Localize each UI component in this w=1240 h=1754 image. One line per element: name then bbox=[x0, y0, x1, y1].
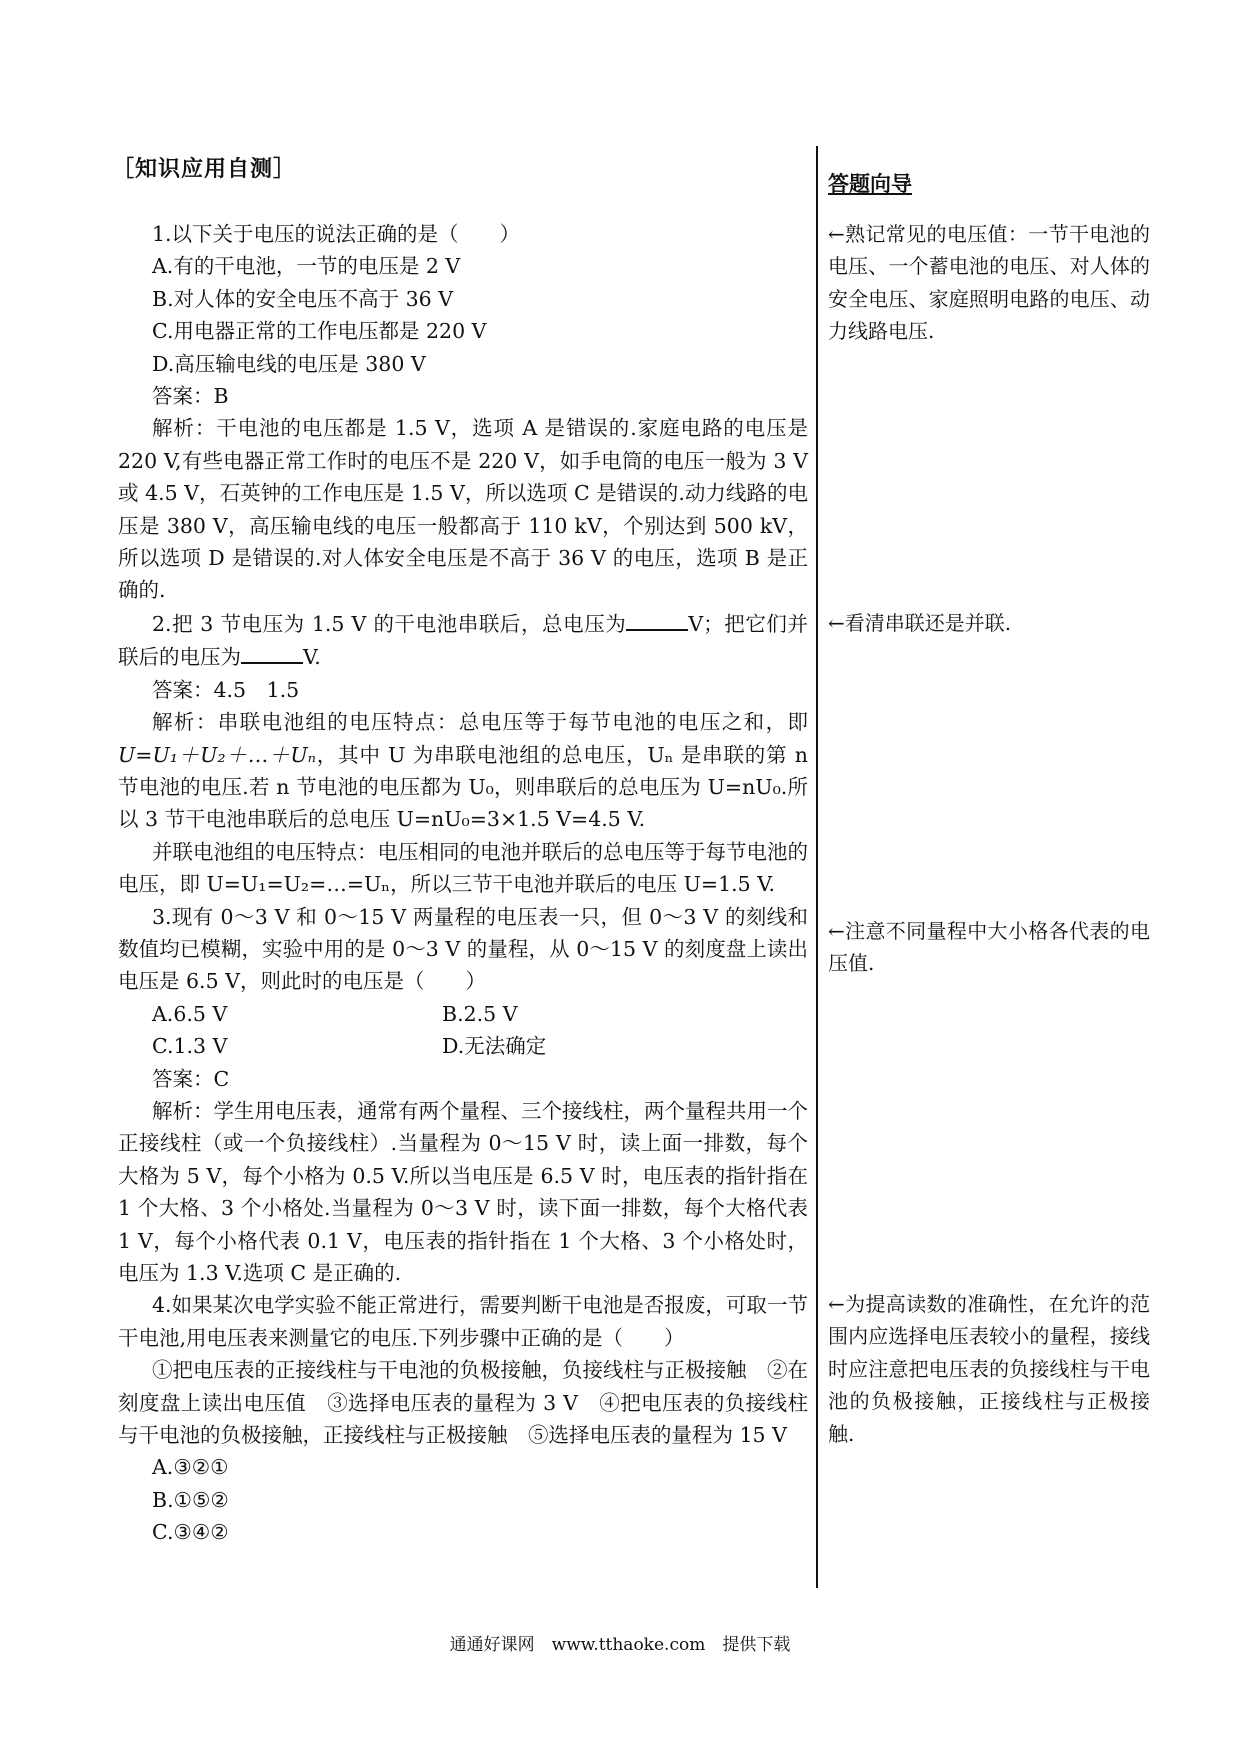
q4-option-c: C.③④② bbox=[152, 1520, 229, 1545]
q3-option-a: A.6.5 V bbox=[152, 1001, 228, 1026]
q1-option-b: B.对人体的安全电压不高于 36 V bbox=[152, 286, 454, 311]
q1-stem: 1.以下关于电压的说法正确的是（ ） bbox=[152, 222, 521, 246]
answer-blank-1 bbox=[626, 607, 688, 631]
q3-analysis: 解析：学生用电压表，通常有两个量程、三个接线柱，两个量程共用一个正接线柱（或一个负接线柱）.当量程为 0～15 V 时，读上面一排数，每个大格为 5 V，每个小格为 0.5 V.所以当电压是 6.5 V 时，电压表的指针指在 1 个大格、3 个小格处.当量程为 0～3 V 时，读下面一排数，每个大格代表 1 V，每个小格代表 0.1 V，电压表的指针指在 1 个大格、3 个小格处时，电压为 1.3 V.选项 C 是正确的. bbox=[118, 1098, 808, 1285]
q1-option-d: D.高压输电线的电压是 380 V bbox=[152, 351, 426, 376]
q3-option-d: D.无法确定 bbox=[442, 1034, 547, 1059]
answer-blank-2 bbox=[241, 640, 303, 664]
q3-options-row-2 bbox=[118, 1030, 808, 1062]
q4-option-b: B.①⑤② bbox=[152, 1487, 229, 1512]
q4-steps: ①把电压表的正接线柱与干电池的负极接触，负接线柱与正极接触 ②在刻度盘上读出电压值 ③选择电压表的量程为 3 V ④把电压表的负接线柱与干电池的负极接触，正接线柱与正极接触 ⑤选择电压表的量程为 15 V bbox=[118, 1358, 808, 1448]
page-footer: 通通好课网 www.tthaoke.com 提供下载 bbox=[449, 1635, 791, 1655]
q3-stem: 3.现有 0～3 V 和 0～15 V 两量程的电压表一只，但 0～3 V 的刻线和数值均已模糊，实验中用的是 0～3 V 的量程，从 0～15 V 的刻度盘上读出电压是 6.5 V，则此时的电压是（ ） bbox=[118, 904, 808, 994]
q2-stem-part1: 2.把 3 节电压为 1.5 V 的干电池串联后，总电压为 bbox=[152, 611, 627, 636]
guide-note-2: ←看清串联还是并联. bbox=[828, 611, 1012, 635]
q3-answer: 答案：C bbox=[152, 1066, 230, 1091]
q2-analysis-parallel: 并联电池组的电压特点：电压相同的电池并联后的总电压等于每节电池的电压，即 U=U₁=U₂=…=Uₙ，所以三节干电池并联后的电压 U=1.5 V. bbox=[118, 839, 808, 897]
q1-analysis: 解析：干电池的电压都是 1.5 V，选项 A 是错误的.家庭电路的电压是 220 V,有些电器正常工作时的电压不是 220 V，如手电筒的电压一般为 3 V 或 4.5 V，石英钟的工作电压是 1.5 V，所以选项 C 是错误的.动力线路的电压是 380 V，高压输电线的电压一般都高于 110 kV，个别达到 500 kV，所以选项 D 是错误的.对人体安全电压是不高于 36 V 的电压，选项 B 是正确的. bbox=[118, 416, 808, 603]
q2-series-formula: U=U₁＋U₂＋…＋Uₙ bbox=[118, 742, 316, 767]
q2-analysis-series bbox=[118, 706, 808, 836]
q4-stem: 4.如果某次电学实验不能正常进行，需要判断干电池是否报废，可取一节干电池,用电压表来测量它的电压.下列步骤中正确的是（ ） bbox=[118, 1293, 808, 1350]
guide-note-3: ←注意不同量程中大小格各代表的电压值. bbox=[828, 919, 1150, 976]
q2-answer: 答案：4.5 1.5 bbox=[152, 677, 300, 702]
column-divider bbox=[816, 146, 818, 1588]
q3-option-c: C.1.3 V bbox=[152, 1034, 228, 1059]
section-title: ［知识应用自测］ bbox=[112, 156, 297, 182]
q4-option-a: A.③②① bbox=[152, 1455, 229, 1480]
q2-stem bbox=[118, 607, 808, 674]
guide-title: 答题向导 bbox=[828, 172, 912, 196]
main-column bbox=[118, 218, 808, 1549]
q2-stem-part3: V. bbox=[303, 645, 321, 670]
q2-analysis-series-a: 解析：串联电池组的电压特点：总电压等于每节电池的电压之和，即 bbox=[152, 710, 808, 735]
q1-option-c: C.用电器正常的工作电压都是 220 V bbox=[152, 319, 487, 344]
q3-options-row-1 bbox=[118, 998, 808, 1030]
q1-option-a: A.有的干电池，一节的电压是 2 V bbox=[152, 254, 461, 279]
q3-option-b: B.2.5 V bbox=[442, 1001, 518, 1026]
q1-answer: 答案：B bbox=[152, 384, 229, 409]
q2-analysis-series-b: ，其中 U 为串联电池组的总电压，Uₙ 是串联的第 n 节电池的电压.若 n 节电池的电压都为 U₀，则串联后的总电压为 U=nU₀.所以 3 节干电池串联后的总电压 U=nU₀=3×1.5 V=4.5 V. bbox=[118, 742, 808, 832]
guide-note-4: ←为提高读数的准确性，在允许的范围内应选择电压表较小的量程，接线时应注意把电压表的负接线柱与干电池的负极接触，正接线柱与正极接触. bbox=[828, 1292, 1150, 1446]
guide-note-1: ←熟记常见的电压值：一节干电池的电压、一个蓄电池的电压、对人体的安全电压、家庭照明电路的电压、动力线路电压. bbox=[828, 222, 1150, 344]
q2-stem-part2: V；把它们并联后的电压为 bbox=[118, 611, 808, 670]
